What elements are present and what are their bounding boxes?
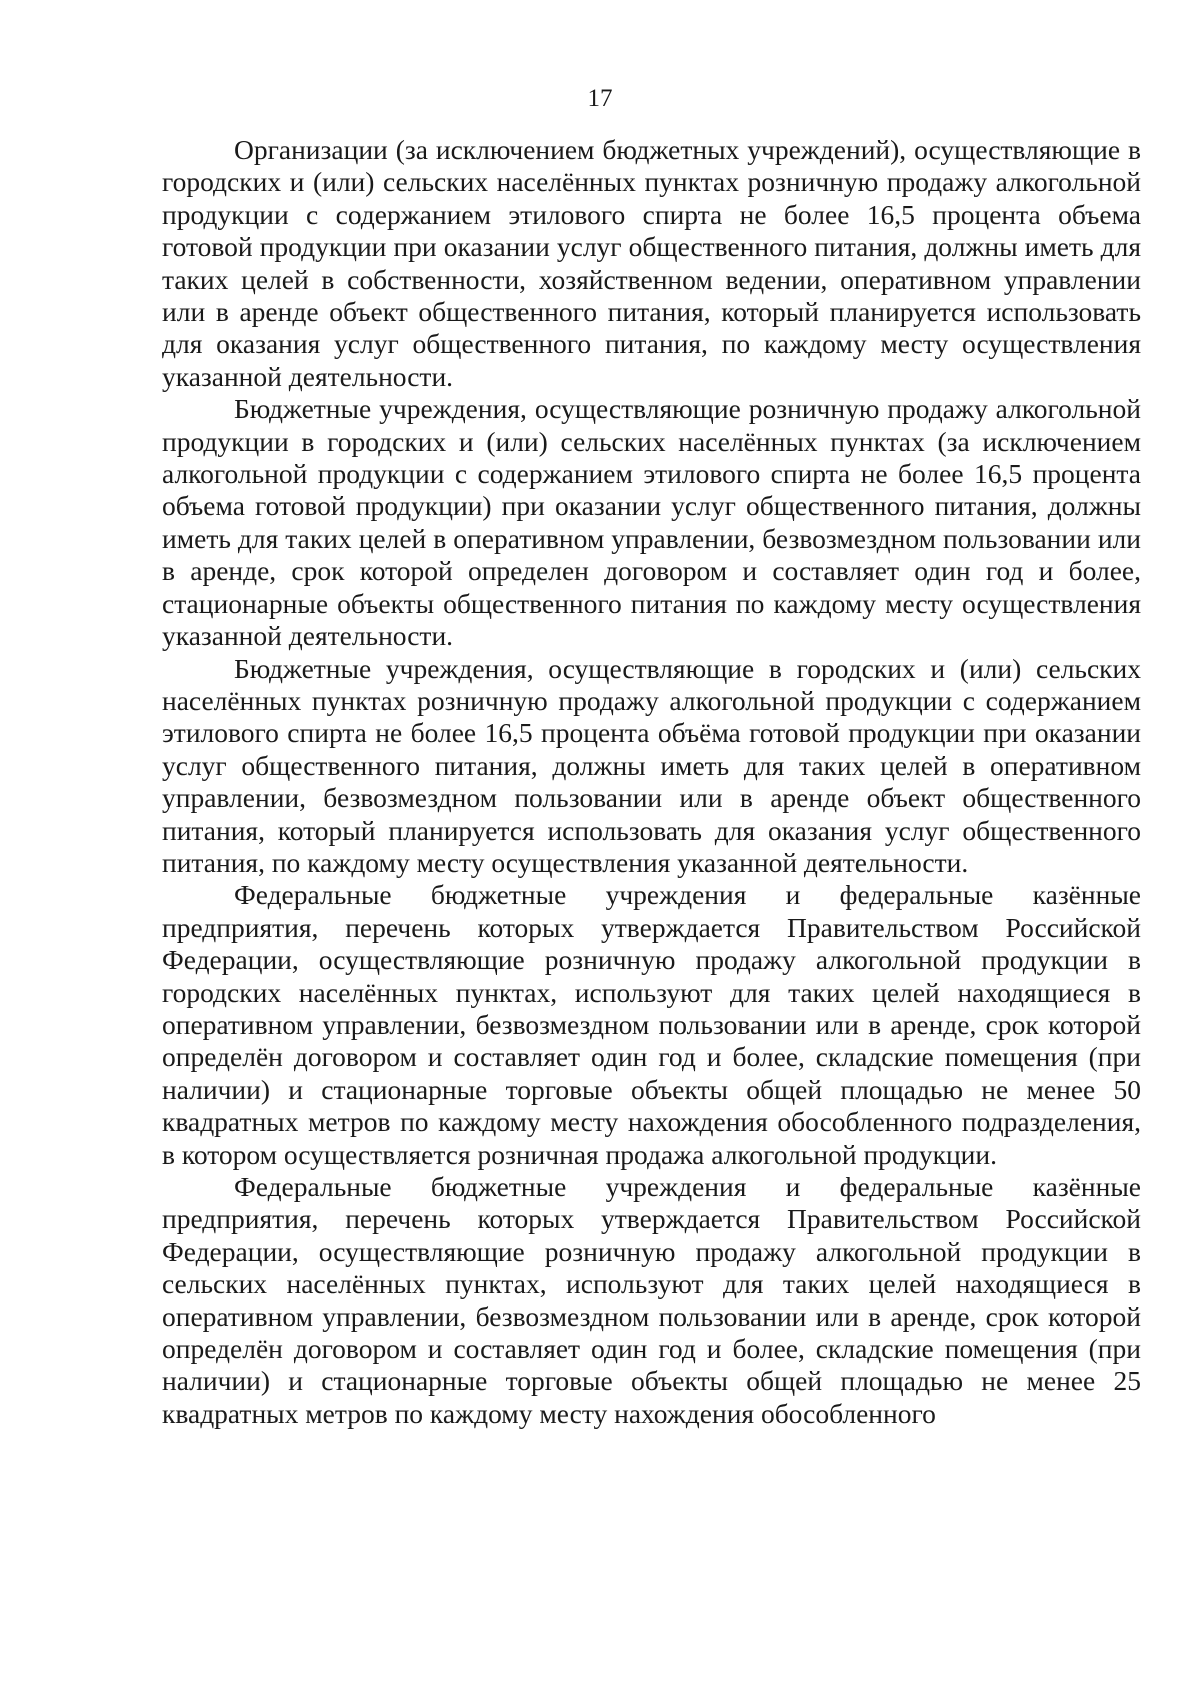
document-body — [162, 134, 1141, 1430]
paragraph-budget-institutions-stationary: Бюджетные учреждения, осуществляющие розничную продажу алкогольной продукции в городских и (или) сельских населённых пунктах (за исключением алкогольной продукции с содержанием этилового спирта не более 16,5 процента объема готовой продукции) при оказании услуг общественного питания, должны иметь для таких целей в оперативном управлении, безвозмездном пользовании или в аренде, срок которой определен договором и составляет один год и более, стационарные объекты общественного питания по каждому месту осуществления указанной деятельности. — [162, 393, 1141, 652]
paragraph-budget-institutions-low-alcohol: Бюджетные учреждения, осуществляющие в городских и (или) сельских населённых пунктах розничную продажу алкогольной продукции с содержанием этилового спирта не более 16,5 процента объёма готовой продукции при оказании услуг общественного питания, должны иметь для таких целей в оперативном управлении, безвозмездном пользовании или в аренде объект общественного питания, который планируется использовать для оказания услуг общественного питания, по каждому месту осуществления указанной деятельности. — [162, 652, 1141, 878]
paragraph-federal-urban: Федеральные бюджетные учреждения и федеральные казённые предприятия, перечень которых утверждается Правительством Российской Федерации, осуществляющие розничную продажу алкогольной продукции в городских населённых пунктах, используют для таких целей находящиеся в оперативном управлении, безвозмездном пользовании или в аренде, срок которой определён договором и составляет один год и более, складские помещения (при наличии) и стационарные торговые объекты общей площадью не менее 50 квадратных метров по каждому месту нахождения обособленного подразделения, в котором осуществляется розничная продажа алкогольной продукции. — [162, 879, 1141, 1170]
paragraph-organizations-food-service: Организации (за исключением бюджетных учреждений), осуществляющие в городских и (или) сельских населённых пунктах розничную продажу алкогольной продукции с содержанием этилового спирта не более 16,5 процента объема готовой продукции при оказании услуг общественного питания, должны иметь для таких целей в собственности, хозяйственном ведении, оперативном управлении или в аренде объект общественного питания, который планируется использовать для оказания услуг общественного питания, по каждому месту осуществления указанной деятельности. — [162, 134, 1141, 392]
page-number: 17 — [587, 85, 613, 112]
paragraph-federal-rural: Федеральные бюджетные учреждения и федеральные казённые предприятия, перечень которых утверждается Правительством Российской Федерации, осуществляющие розничную продажу алкогольной продукции в сельских населённых пунктах, используют для таких целей находящиеся в оперативном управлении, безвозмездном пользовании или в аренде, срок которой определён договором и составляет один год и более, складские помещения (при наличии) и стационарные торговые объекты общей площадью не менее 25 квадратных метров по каждому месту нахождения обособленного — [162, 1171, 1141, 1429]
